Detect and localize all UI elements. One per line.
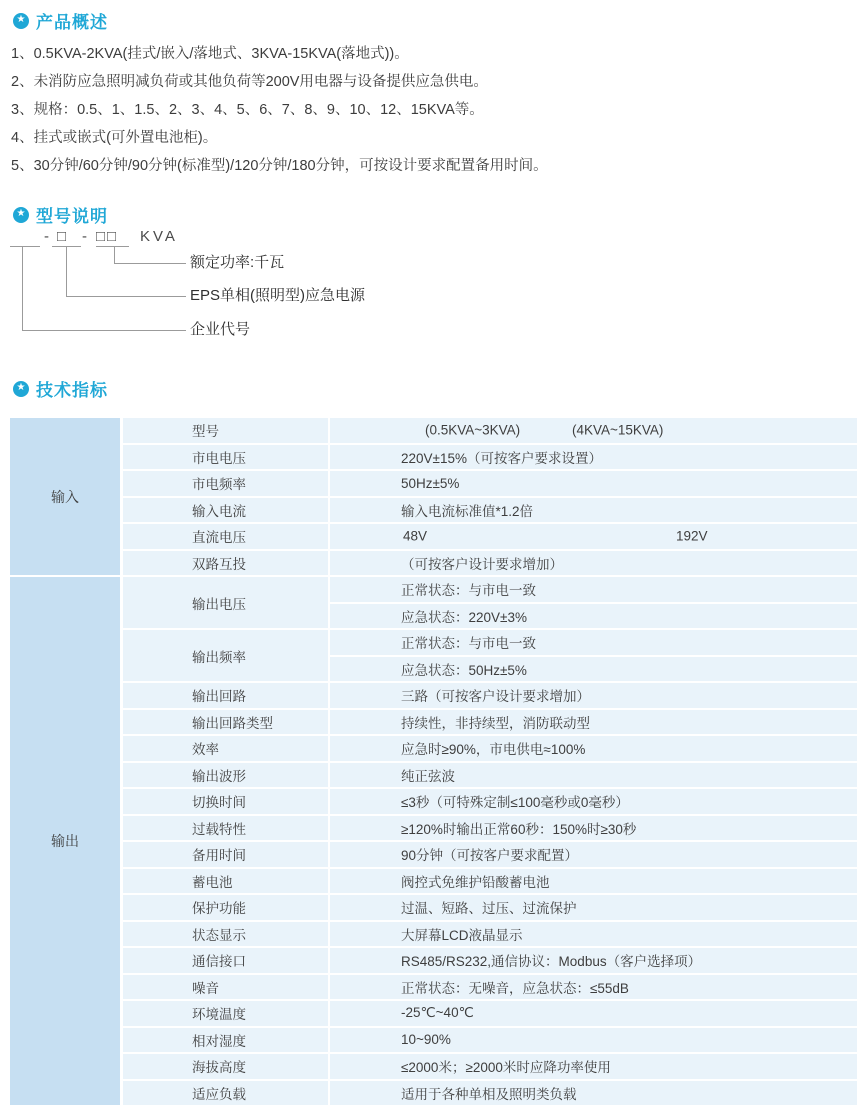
param-cell: 通信接口	[123, 948, 328, 973]
value-cell	[330, 1081, 857, 1106]
value-text: -25℃~40℃	[401, 1005, 474, 1021]
overview-section-header	[13, 8, 108, 33]
value-text: 90分钟（可按客户要求配置）	[401, 848, 579, 864]
value-text: 大屏幕LCD液晶显示	[401, 927, 523, 943]
value-cell	[330, 816, 857, 841]
spec-row	[123, 1054, 857, 1079]
param-cell: 切换时间	[123, 789, 328, 814]
value-text: ≥120%时输出正常60秒：150%时≥30秒	[401, 821, 637, 837]
value-text: 三路（可按客户设计要求增加）	[401, 689, 590, 705]
param-cell: 适应负载	[123, 1081, 328, 1106]
star-circle-icon: ★	[13, 207, 29, 223]
diagram-connector-line	[22, 330, 186, 331]
param-cell: 市电频率	[123, 471, 328, 496]
param-cell: 备用时间	[123, 842, 328, 867]
param-cell: 市电电压	[123, 445, 328, 470]
value-text: 10~90%	[401, 1032, 451, 1048]
spec-row	[123, 816, 857, 841]
overview-item: 4、挂式或嵌式(可外置电池柜)。	[11, 130, 218, 146]
spec-row-output-voltage	[123, 577, 857, 628]
value-cell	[330, 418, 857, 443]
value-cell	[330, 789, 857, 814]
group-cell-output: 输出	[10, 577, 120, 1105]
spec-row	[123, 498, 857, 523]
spec-row-model	[123, 418, 857, 443]
value-text: 纯正弦波	[401, 768, 455, 784]
param-cell: 双路互投	[123, 551, 328, 576]
spec-row-dc-voltage	[123, 524, 857, 549]
param-cell: 状态显示	[123, 922, 328, 947]
spec-table	[10, 418, 857, 1105]
value-text: 50Hz±5%	[401, 475, 460, 491]
value-cell	[330, 1054, 857, 1079]
value-cell	[330, 498, 857, 523]
spec-row	[123, 1001, 857, 1026]
spec-row	[123, 975, 857, 1000]
value-cell	[330, 948, 857, 973]
value-text: 应急状态：50Hz±5%	[401, 662, 527, 678]
value-cell	[330, 577, 857, 628]
spec-row	[123, 736, 857, 761]
star-circle-icon: ★	[13, 13, 29, 29]
value-cell	[330, 869, 857, 894]
overview-item: 2、未消防应急照明减负荷或其他负荷等200V用电器与设备提供应急供电。	[11, 74, 488, 90]
param-cell: 输出频率	[123, 630, 328, 681]
spec-row	[123, 948, 857, 973]
diagram-connector-line	[114, 263, 186, 264]
overview-title: 产品概述	[36, 13, 108, 32]
model-code-dash: -	[44, 228, 49, 245]
model-title: 型号说明	[36, 207, 108, 226]
spec-row	[123, 1028, 857, 1053]
value-cell	[330, 630, 857, 681]
value-cell	[330, 1028, 857, 1053]
value-cell	[330, 842, 857, 867]
diagram-connector-line	[66, 246, 67, 296]
spec-group-input	[10, 418, 857, 575]
value-text: 输入电流标准值*1.2倍	[401, 503, 534, 519]
value-cell	[330, 763, 857, 788]
diagram-connector-line	[66, 296, 186, 297]
star-circle-icon: ★	[13, 381, 29, 397]
model-code-dash: -	[82, 228, 87, 245]
value-cell	[330, 895, 857, 920]
value-range-large: (4KVA~15KVA)	[572, 422, 664, 438]
spec-row	[123, 763, 857, 788]
value-text: 阀控式免维护铅酸蓄电池	[401, 874, 550, 890]
spec-row	[123, 895, 857, 920]
value-dc-large: 192V	[676, 528, 708, 544]
model-section-header	[13, 202, 108, 227]
value-text: 220V±15%（可按客户要求设置）	[401, 450, 602, 466]
param-cell: 海拔高度	[123, 1054, 328, 1079]
model-code-box: □	[57, 228, 67, 245]
specs-section-header	[13, 376, 108, 401]
value-text: 过温、短路、过压、过流保护	[401, 901, 577, 917]
param-cell: 输入电流	[123, 498, 328, 523]
value-cell	[330, 975, 857, 1000]
param-cell: 过载特性	[123, 816, 328, 841]
spec-row	[123, 683, 857, 708]
value-range-small: (0.5KVA~3KVA)	[425, 422, 521, 438]
spec-row	[123, 445, 857, 470]
spec-row	[123, 869, 857, 894]
value-cell	[330, 551, 857, 576]
value-text: 应急时≥90%，市电供电≈100%	[401, 742, 586, 758]
value-text: 正常状态：无噪音，应急状态：≤55dB	[401, 980, 629, 996]
spec-group-output	[10, 577, 857, 1105]
value-dc-small: 48V	[403, 528, 428, 544]
value-text: 正常状态：与市电一致	[401, 636, 536, 652]
spec-row	[123, 789, 857, 814]
value-text: 持续性，非持续型，消防联动型	[401, 715, 590, 731]
param-cell: 噪音	[123, 975, 328, 1000]
value-cell	[330, 710, 857, 735]
spec-row	[123, 1081, 857, 1106]
param-cell: 输出波形	[123, 763, 328, 788]
value-text: 应急状态：220V±3%	[401, 609, 527, 625]
diagram-connector-line	[22, 246, 23, 330]
spec-row	[123, 922, 857, 947]
value-sub-emergency	[330, 602, 857, 629]
spec-row	[123, 842, 857, 867]
diagram-underline	[96, 246, 129, 247]
param-cell: 输出回路	[123, 683, 328, 708]
value-text: RS485/RS232,通信协议：Modbus（客户选择项）	[401, 954, 702, 970]
group-cell-input: 输入	[10, 418, 120, 575]
overview-item: 1、0.5KVA-2KVA(挂式/嵌入/落地式、3KVA-15KVA(落地式))。	[11, 46, 409, 62]
overview-item: 5、30分钟/60分钟/90分钟(标准型)/120分钟/180分钟，可按设计要求配置备用时间。	[11, 158, 548, 174]
param-cell: 保护功能	[123, 895, 328, 920]
model-label-rated-power: 额定功率:千瓦	[190, 254, 285, 271]
param-cell: 直流电压	[123, 524, 328, 549]
param-cell: 效率	[123, 736, 328, 761]
spec-row	[123, 710, 857, 735]
model-code-boxes: □□	[96, 228, 119, 245]
value-text: 正常状态：与市电一致	[401, 583, 536, 599]
model-code-unit: KVA	[140, 228, 178, 245]
param-cell: 型号	[123, 418, 328, 443]
param-cell: 输出电压	[123, 577, 328, 628]
value-sub-emergency	[330, 655, 857, 682]
value-sub-normal	[330, 577, 857, 602]
value-cell	[330, 524, 857, 549]
overview-item: 3、规格：0.5、1、1.5、2、3、4、5、6、7、8、9、10、12、15KVA等。	[11, 102, 484, 118]
spec-row	[123, 471, 857, 496]
spec-row-output-frequency	[123, 630, 857, 681]
model-label-product-type: EPS单相(照明型)应急电源	[190, 287, 366, 304]
diagram-underline	[10, 246, 40, 247]
spec-row	[123, 551, 857, 576]
value-cell	[330, 736, 857, 761]
param-cell: 相对湿度	[123, 1028, 328, 1053]
value-text: ≤3秒（可特殊定制≤100毫秒或0毫秒）	[401, 795, 629, 811]
param-cell: 蓄电池	[123, 869, 328, 894]
value-cell	[330, 922, 857, 947]
model-label-company-code: 企业代号	[190, 321, 251, 338]
value-cell	[330, 683, 857, 708]
value-cell	[330, 1001, 857, 1026]
param-cell: 环境温度	[123, 1001, 328, 1026]
value-text: ≤2000米；≥2000米时应降功率使用	[401, 1060, 611, 1076]
value-sub-normal	[330, 630, 857, 655]
value-text: （可按客户设计要求增加）	[401, 556, 563, 572]
value-cell	[330, 445, 857, 470]
param-cell: 输出回路类型	[123, 710, 328, 735]
overview-list	[11, 40, 851, 180]
value-text: 适用于各种单相及照明类负载	[401, 1086, 577, 1102]
value-cell	[330, 471, 857, 496]
specs-title: 技术指标	[36, 381, 108, 400]
diagram-connector-line	[114, 246, 115, 263]
